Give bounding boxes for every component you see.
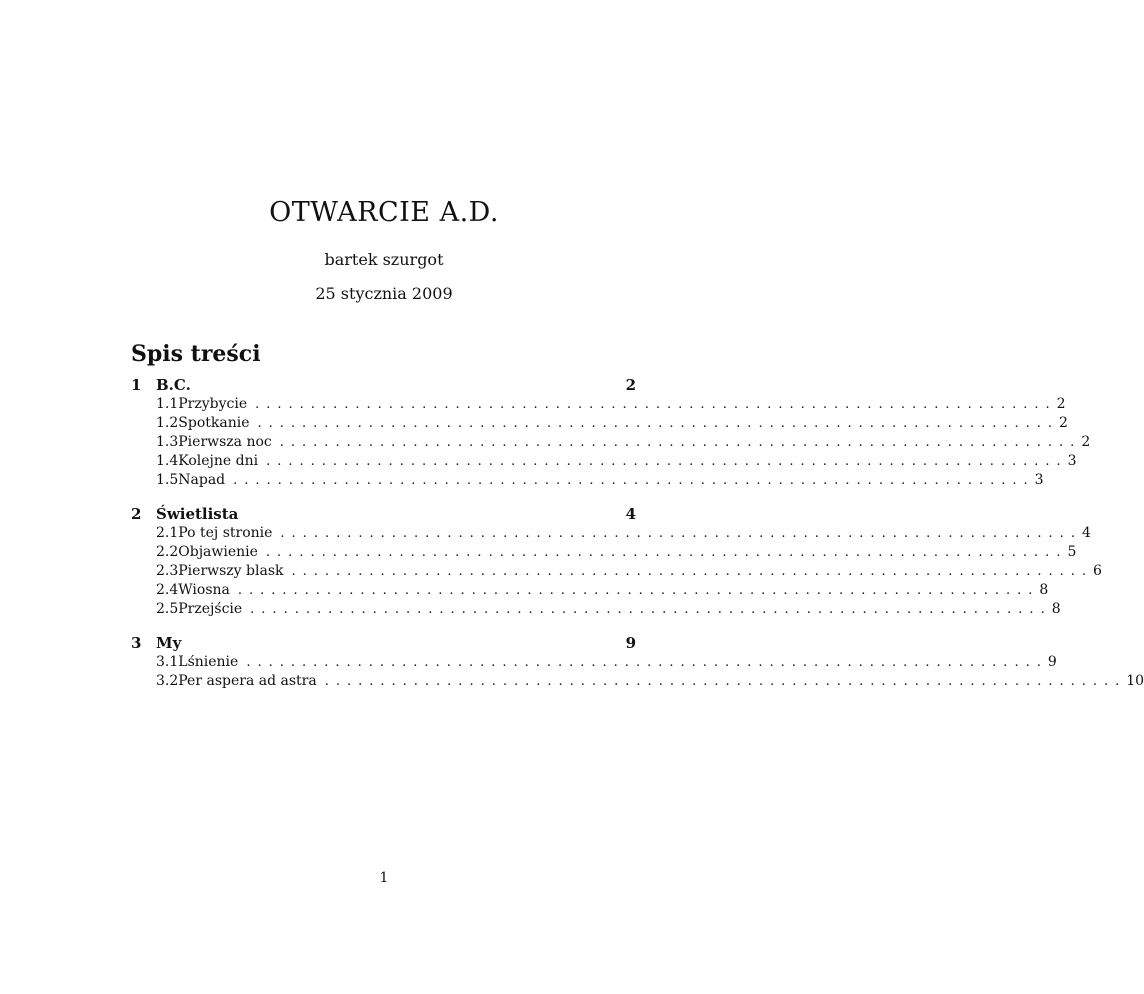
toc-section-entry[interactable] [131, 375, 636, 395]
subsection-page: 4 [1081, 525, 1091, 541]
subsection-number: 2.1 [156, 525, 179, 541]
section-title: B.C. [156, 376, 191, 394]
toc-subsection-entry[interactable] [131, 414, 1068, 433]
toc-subsection-entry[interactable] [131, 600, 1061, 619]
subsection-page: 5 [1067, 544, 1077, 560]
document-date: 25 stycznia 2009 [315, 284, 453, 303]
toc-heading: Spis treści [131, 341, 261, 367]
section-number: 3 [131, 634, 142, 652]
subsection-number: 1.1 [156, 396, 179, 412]
toc-subsection-entry[interactable] [131, 653, 1057, 672]
toc-subsection-entry[interactable] [131, 543, 1077, 562]
table-of-contents [131, 375, 1144, 705]
dot-leader: ........................................................................ [280, 526, 1082, 541]
subsection-title: Przejście [178, 601, 243, 617]
subsection-number: 2.2 [156, 544, 179, 560]
dot-leader: ........................................................................ [265, 545, 1068, 560]
subsection-number: 2.5 [156, 601, 179, 617]
section-page: 4 [625, 505, 636, 523]
subsection-title: Lśnienie [178, 654, 239, 670]
document-author: bartek szurgot [324, 250, 444, 269]
dot-leader: ........................................................................ [324, 674, 1127, 689]
subsection-title: Kolejne dni [178, 453, 259, 469]
toc-subsection-entry[interactable] [131, 581, 1049, 600]
toc-section [131, 633, 1144, 691]
toc-section-entry[interactable] [131, 633, 636, 653]
subsection-title: Napad [178, 472, 226, 488]
dot-leader: ........................................................................ [255, 397, 1057, 412]
subsection-page: 6 [1093, 563, 1102, 579]
toc-subsection-entry[interactable] [131, 524, 1091, 543]
subsection-page: 2 [1059, 415, 1068, 431]
dot-leader: ........................................................................ [250, 602, 1052, 617]
toc-subsection-entry[interactable] [131, 562, 1102, 581]
subsection-title: Przybycie [178, 396, 248, 412]
section-number: 2 [131, 505, 142, 523]
subsection-page: 10 [1126, 673, 1144, 689]
toc-subsection-entry[interactable] [131, 471, 1044, 490]
toc-subsection-entry[interactable] [131, 433, 1091, 452]
subsection-page: 8 [1051, 601, 1061, 617]
toc-subsection-entry[interactable] [131, 452, 1077, 471]
page-number: 1 [379, 870, 389, 886]
subsection-title: Wiosna [178, 582, 230, 598]
dot-leader: ........................................................................ [257, 416, 1060, 431]
section-page: 9 [625, 634, 636, 652]
subsection-number: 2.3 [156, 563, 179, 579]
subsection-number: 1.3 [156, 434, 179, 450]
dot-leader: ........................................................................ [246, 655, 1048, 670]
subsection-page: 9 [1047, 654, 1057, 670]
subsection-title: Spotkanie [178, 415, 250, 431]
toc-section-entry[interactable] [131, 504, 636, 524]
subsection-title: Objawienie [178, 544, 258, 560]
subsection-number: 1.4 [156, 453, 179, 469]
toc-section [131, 504, 1102, 619]
subsection-page: 2 [1081, 434, 1091, 450]
toc-subsection-entry[interactable] [131, 672, 1144, 691]
subsection-number: 3.1 [156, 654, 179, 670]
subsection-page: 3 [1067, 453, 1077, 469]
subsection-page: 3 [1034, 472, 1044, 488]
section-title: Świetlista [156, 505, 239, 523]
section-number: 1 [131, 376, 142, 394]
subsection-number: 1.5 [156, 472, 179, 488]
toc-subsection-entry[interactable] [131, 395, 1066, 414]
dot-leader: ........................................................................ [279, 435, 1082, 450]
section-page: 2 [625, 376, 636, 394]
dot-leader: ........................................................................ [266, 454, 1068, 469]
document-title: OTWARCIE A.D. [269, 197, 499, 228]
subsection-title: Po tej stronie [178, 525, 273, 541]
dot-leader: ........................................................................ [291, 564, 1094, 579]
subsection-title: Per aspera ad astra [178, 673, 317, 689]
subsection-title: Pierwszy blask [178, 563, 284, 579]
subsection-number: 2.4 [156, 582, 179, 598]
subsection-page: 2 [1056, 396, 1066, 412]
section-title: My [156, 634, 182, 652]
subsection-number: 1.2 [156, 415, 179, 431]
dot-leader: ........................................................................ [237, 583, 1040, 598]
dot-leader: ........................................................................ [233, 473, 1035, 488]
toc-section [131, 375, 1091, 490]
subsection-title: Pierwsza noc [178, 434, 272, 450]
subsection-number: 3.2 [156, 673, 179, 689]
subsection-page: 8 [1039, 582, 1049, 598]
